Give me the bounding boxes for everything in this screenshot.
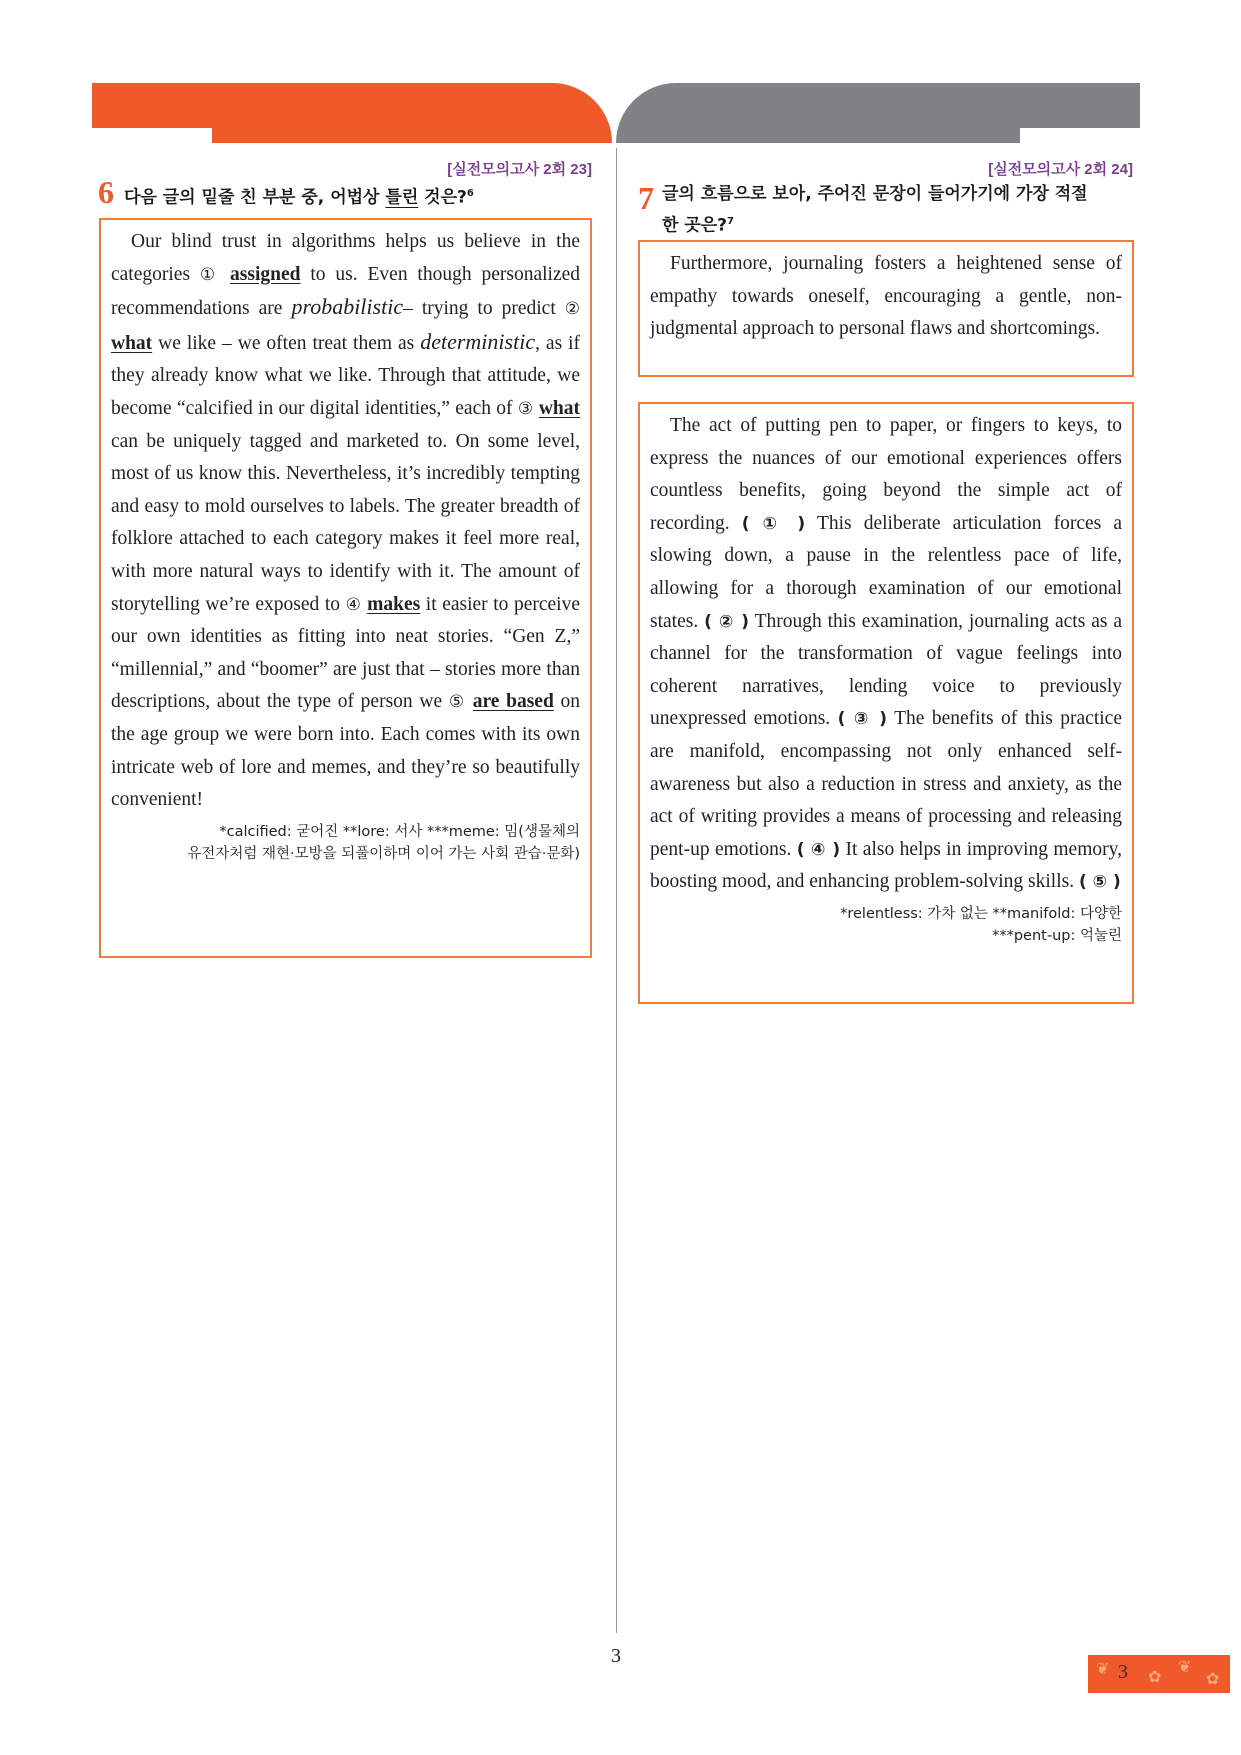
question-7-footnote-ref: 7 — [727, 216, 735, 227]
question-7-passage — [650, 410, 1122, 899]
question-7-number: 7 — [638, 180, 654, 216]
passage-text: The act of putting pen to paper, or fingers to keys, to express the nuances of our emotional experiences offers countless benefits, going beyond the simple act of recording. — [650, 415, 1122, 534]
page-corner-tab — [1088, 1655, 1230, 1693]
question-7-source: [실전모의고사 2회 24] — [988, 161, 1133, 178]
footnote-line-1: *relentless: 가차 없는 **manifold: 다양한 — [840, 905, 1122, 922]
underlined-choice-4: makes — [367, 593, 421, 615]
question-6-number: 6 — [98, 174, 114, 210]
insertion-point-3: ( ③ ) — [837, 709, 888, 730]
footnote-line-1: *calcified: 굳어진 **lore: 서사 ***meme: 밈(생물체의 — [219, 823, 580, 840]
leaf-icon: ❦ — [1096, 1661, 1110, 1678]
italic-term: probabilistic — [291, 294, 404, 320]
underlined-choice-5: are based — [472, 691, 554, 713]
question-7-passage-box — [638, 402, 1134, 1004]
choice-marker-2: ② — [564, 299, 581, 320]
header-bar-left-cutout — [92, 128, 212, 148]
passage-text: it easier to perceive our own identities as fitting into neat stories. “Gen Z,” “millennial,” and “boomer” are just that – stories more than descriptions, about the type of person we — [111, 593, 581, 713]
column-divider — [616, 148, 617, 1633]
choice-marker-3: ③ — [517, 398, 534, 419]
insertion-point-5: ( ⑤ ) — [1078, 872, 1121, 893]
underlined-choice-2: what — [111, 332, 153, 354]
passage-text: on the age group we were born into. Each comes with its own intricate web of lore and memes, and they’re so beautifully convenient! — [111, 691, 581, 811]
insertion-point-4: ( ④ ) — [796, 839, 841, 860]
leaf-icon: ✿ — [1148, 1669, 1162, 1686]
question-6-prompt-underlined: 틀린 — [385, 187, 419, 208]
choice-marker-1: ① — [199, 264, 221, 285]
question-6-passage-box — [99, 218, 592, 958]
corner-page-number: 3 — [1118, 1661, 1128, 1683]
italic-term: deterministic — [420, 328, 536, 354]
choice-marker-5: ⑤ — [448, 692, 466, 713]
footnote-line-2: ***pent-up: 억눌린 — [992, 927, 1122, 944]
passage-text: , as if they already know what we like. Through that attitude, we become “calcified in our digital identities,” each of — [111, 332, 581, 419]
passage-text: This deliberate articulation forces a slowing down, a pause in the relentless pace of life, allowing for a thorough examination of our emotional states. — [650, 512, 1122, 632]
passage-text: – trying to predict — [403, 298, 556, 320]
page-number: 3 — [611, 1645, 621, 1667]
passage-text: The benefits of this practice are manifold, encompassing not only enhanced self-awareness but also a reduction in stress and anxiety, as the act of writing provides a means of processing and releasing pent-up emotions. — [650, 708, 1122, 860]
question-6-prompt-pre: 다음 글의 밑줄 친 부분 중, 어법상 — [124, 187, 380, 208]
question-6-passage — [111, 226, 580, 817]
insertion-point-2: ( ② ) — [704, 611, 750, 632]
question-7-prompt-line-1: 글의 흐름으로 보아, 주어진 문장이 들어가기에 가장 적절 — [662, 184, 1088, 204]
insertion-point-1: ( ① ) — [741, 513, 806, 534]
question-6-footnote-ref: 6 — [466, 188, 474, 199]
underlined-choice-3: what — [538, 397, 581, 419]
footnote-line-2: 유전자처럼 재현·모방을 되풀이하며 이어 가는 사회 관습·문화) — [187, 845, 580, 862]
question-7-prompt — [662, 180, 1137, 240]
question-7-given-sentence-box — [638, 240, 1134, 377]
question-7-footnote — [650, 903, 1122, 947]
question-6-source: [실전모의고사 2회 23] — [447, 161, 592, 178]
passage-text: can be uniquely tagged and marketed to. On some level, most of us know this. Nevertheless, it’s incredibly tempting and easy to mold ourselves to labels. The greater breadth of folklore attached to each category makes it feel more real, with more natural ways to identify with it. The amount of storytelling we’re exposed to — [111, 430, 580, 615]
question-7-given-sentence: Furthermore, journaling fosters a heightened sense of empathy towards oneself, encouraging a gentle, non-judgmental approach to personal flaws and shortcomings. — [650, 253, 1122, 340]
question-6-prompt — [124, 180, 594, 212]
leaf-icon: ✿ — [1206, 1671, 1220, 1688]
passage-text: to us. Even though personalized recommendations are — [111, 263, 581, 320]
header-bar-right-cutout — [1020, 128, 1140, 148]
passage-text: It also helps in improving memory, boosting mood, and enhancing problem-solving skills. — [650, 838, 1122, 893]
choice-marker-4: ④ — [345, 594, 362, 615]
passage-text: we like – we often treat them as — [158, 332, 415, 354]
question-6-footnote — [111, 821, 580, 865]
question-7-prompt-line-2: 한 곳은? — [662, 215, 728, 236]
passage-text: Through this examination, journaling acts as a channel for the transformation of vague feelings into coherent narratives, lending voice to previously unexpressed emotions. — [650, 610, 1122, 730]
leaf-icon: ❦ — [1178, 1659, 1192, 1676]
underlined-choice-1: assigned — [230, 263, 301, 285]
passage-text: Our blind trust in algorithms helps us believe in the categories — [111, 231, 580, 285]
question-6-prompt-post: 것은? — [424, 187, 467, 208]
